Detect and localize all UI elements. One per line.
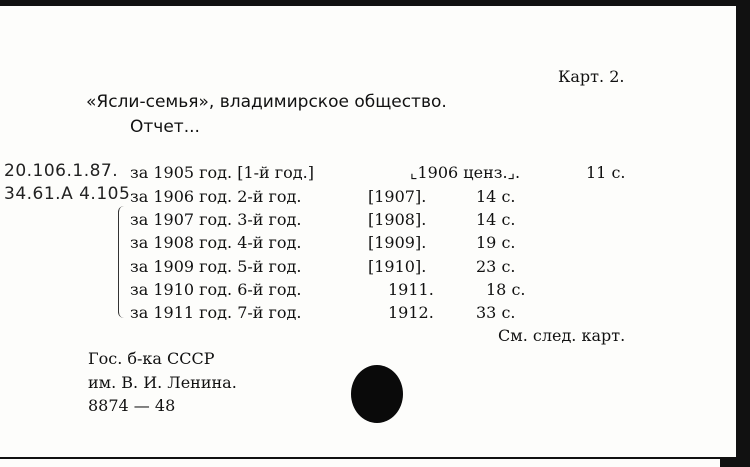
shelf-mark-1: 20.106.1.87. (4, 161, 119, 181)
card-number: Карт. 2. (558, 67, 625, 86)
entry-issue: за 1910 год. 6-й год. (130, 280, 302, 299)
entry-pages: 19 с. (476, 233, 516, 252)
card-punch-hole (351, 365, 403, 423)
entry-date: 1912. (388, 303, 434, 322)
entry-pages: 33 с. (476, 303, 516, 322)
see-next-card: См. след. карт. (498, 326, 626, 345)
entry-date: ⌞1906 ценз.⌟. (410, 163, 521, 182)
entry-issue: за 1909 год. 5-й год. (130, 257, 302, 276)
entry-issue: за 1905 год. [1-й год.] (130, 163, 314, 182)
card-subtitle: Отчет... (130, 117, 200, 137)
entry-issue: за 1911 год. 7-й год. (130, 303, 302, 322)
entry-pages: 14 с. (476, 187, 516, 206)
library-name-2: им. В. И. Ленина. (88, 373, 237, 392)
entry-date: [1907]. (368, 187, 427, 206)
entry-date: [1909]. (368, 233, 427, 252)
shelf-mark-2: 34.61.A 4.105 (4, 184, 131, 204)
entry-pages: 11 с. (586, 163, 626, 182)
card-title: «Ясли-семья», владимирское общество. (86, 92, 447, 112)
entry-date: [1908]. (368, 210, 427, 229)
entry-issue: за 1908 год. 4-й год. (130, 233, 302, 252)
entry-pages: 14 с. (476, 210, 516, 229)
entry-date: 1911. (388, 280, 434, 299)
entry-date: [1910]. (368, 257, 427, 276)
entry-pages: 23 с. (476, 257, 516, 276)
entry-pages: 18 с. (486, 280, 526, 299)
library-name: Гос. б-ка СССР (88, 349, 215, 368)
library-code: 8874 — 48 (88, 396, 176, 415)
bracket-mark (118, 206, 125, 318)
scan-edge-right (736, 0, 750, 467)
entry-issue: за 1906 год. 2-й год. (130, 187, 302, 206)
scan-edge-top (0, 0, 750, 6)
scan-edge-bottom-gap (0, 459, 720, 467)
entry-issue: за 1907 год. 3-й год. (130, 210, 302, 229)
